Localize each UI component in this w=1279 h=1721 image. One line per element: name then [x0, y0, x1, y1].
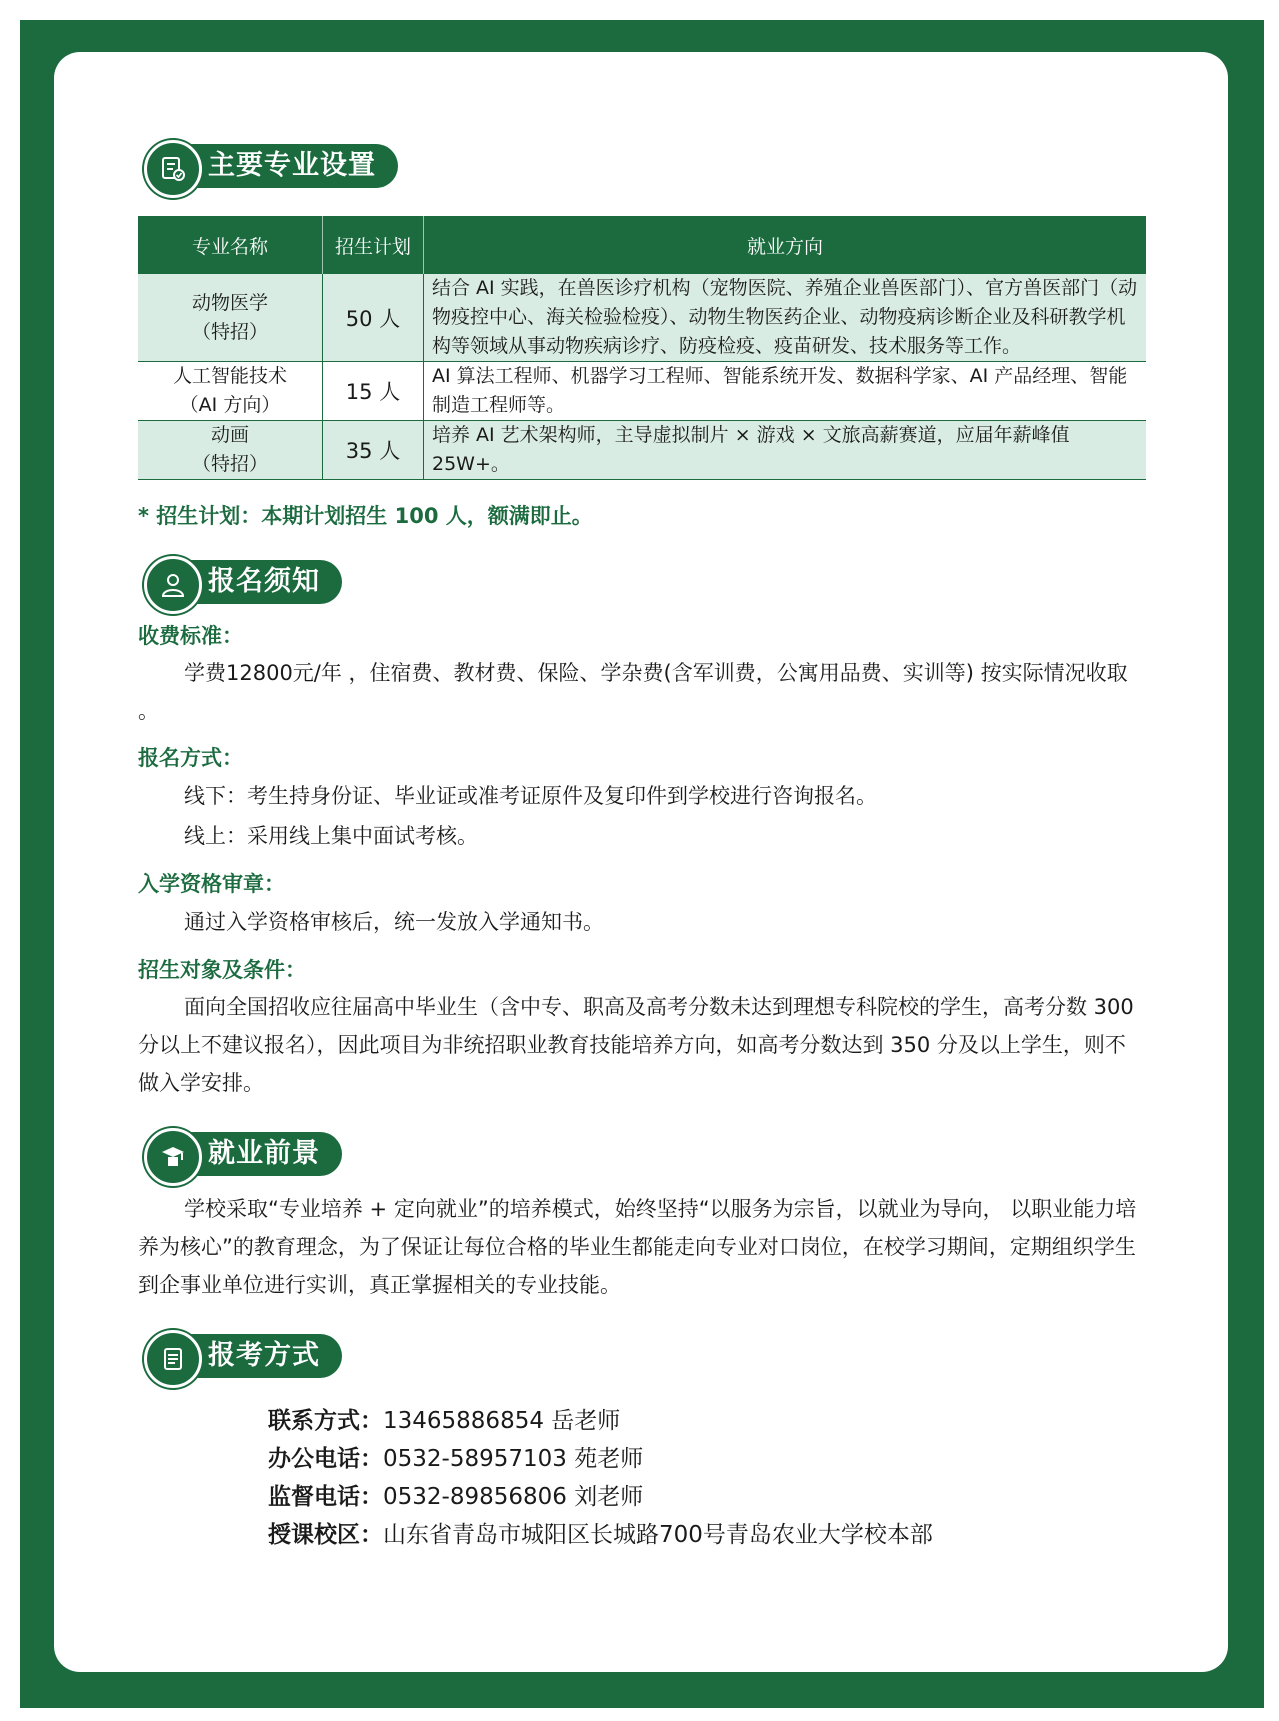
enrollment-note: * 招生计划：本期计划招生 100 人，额满即止。 [138, 504, 593, 528]
contact-value: 0532-89856806 刘老师 [383, 1484, 644, 1510]
major-name-cell [138, 421, 323, 480]
column-header: 就业方向 [424, 216, 1147, 274]
plan-cell: 35 人 [323, 421, 424, 480]
employment-text: 学校采取“专业培养 + 定向就业”的培养模式，始终坚持“以服务为宗旨，以就业为导向， 以职业能力培养为核心”的教育理念，为了保证让每位合格的毕业生都能走向专业对口岗位，在校学习期间，定期组织学生到企事业单位进行实训，真正掌握相关的专业技能。 [138, 1197, 1137, 1297]
majors-table [138, 216, 1146, 480]
column-header: 招生计划 [323, 216, 424, 274]
section-title: 报考方式 [180, 1334, 342, 1378]
major-tag: （AI 方向） [179, 394, 281, 416]
list-check-icon [144, 140, 202, 198]
table-row [138, 274, 1146, 362]
contact-value: 0532-58957103 苑老师 [383, 1446, 644, 1472]
major-tag: （特招） [191, 320, 268, 343]
section-title: 报名须知 [180, 560, 342, 604]
user-icon [144, 556, 202, 614]
review-label: 入学资格审章： [138, 872, 285, 896]
fee-text: 学费12800元/年 ，住宿费、教材费、保险、学杂费(含军训费，公寓用品费、实训等) 按实际情况收取 。 [138, 661, 1128, 723]
review-text: 通过入学资格审核后，统一发放入学通知书。 [184, 910, 604, 934]
contact-value: 山东省青岛市城阳区长城路700号青岛农业大学校本部 [383, 1522, 933, 1548]
contact-row [268, 1516, 1146, 1554]
section-employment-header [138, 1128, 1146, 1180]
contact-key: 办公电话： [268, 1446, 383, 1472]
contact-list [138, 1402, 1146, 1554]
section-majors-header [138, 140, 1146, 192]
major-name: 人工智能技术 [172, 365, 287, 387]
fee-label: 收费标准： [138, 624, 243, 648]
online-method: 线上：采用线上集中面试考核。 [184, 824, 478, 848]
target-label: 招生对象及条件： [138, 958, 306, 982]
contact-row [268, 1440, 1146, 1478]
column-header: 专业名称 [138, 216, 323, 274]
contact-key: 授课校区： [268, 1522, 383, 1548]
major-name: 动物医学 [191, 291, 268, 314]
section-contact-header [138, 1330, 1146, 1382]
direction-cell: 结合 AI 实践，在兽医诊疗机构（宠物医院、养殖企业兽医部门）、官方兽医部门（动物疫控中心、海关检验检疫）、动物生物医药企业、动物疫病诊断企业及科研教学机构等领域从事动物疾病诊疗、防疫检疫、疫苗研发、技术服务等工作。 [424, 274, 1147, 362]
table-row [138, 362, 1146, 421]
method-label: 报名方式： [138, 746, 243, 770]
plan-cell: 50 人 [323, 274, 424, 362]
plan-cell: 15 人 [323, 362, 424, 421]
document-icon [144, 1330, 202, 1388]
section-title: 主要专业设置 [180, 144, 398, 188]
content [138, 140, 1146, 1554]
major-tag: （特招） [191, 453, 268, 475]
graduate-icon [144, 1128, 202, 1186]
target-text: 面向全国招收应往届高中毕业生（含中专、职高及高考分数未达到理想专科院校的学生，高考分数 300 分以上不建议报名），因此项目为非统招职业教育技能培养方向，如高考分数达到 350 分及以上学生，则不做入学安排。 [138, 995, 1134, 1095]
section-registration-header [138, 556, 1146, 608]
contact-value: 13465886854 岳老师 [383, 1408, 621, 1434]
contact-row [268, 1478, 1146, 1516]
direction-cell: 培养 AI 艺术架构师，主导虚拟制片 × 游戏 × 文旅高薪赛道，应届年薪峰值 25W+。 [424, 421, 1147, 480]
table-row [138, 421, 1146, 480]
contact-row [268, 1402, 1146, 1440]
offline-method: 线下：考生持身份证、毕业证或准考证原件及复印件到学校进行咨询报名。 [184, 784, 877, 808]
contact-key: 联系方式： [268, 1408, 383, 1434]
section-title: 就业前景 [180, 1132, 342, 1176]
contact-key: 监督电话： [268, 1484, 383, 1510]
table-header-row [138, 216, 1146, 274]
major-name-cell [138, 274, 323, 362]
major-name: 动画 [210, 424, 249, 446]
major-name-cell [138, 362, 323, 421]
direction-cell: AI 算法工程师、机器学习工程师、智能系统开发、数据科学家、AI 产品经理、智能制造工程师等。 [424, 362, 1147, 421]
